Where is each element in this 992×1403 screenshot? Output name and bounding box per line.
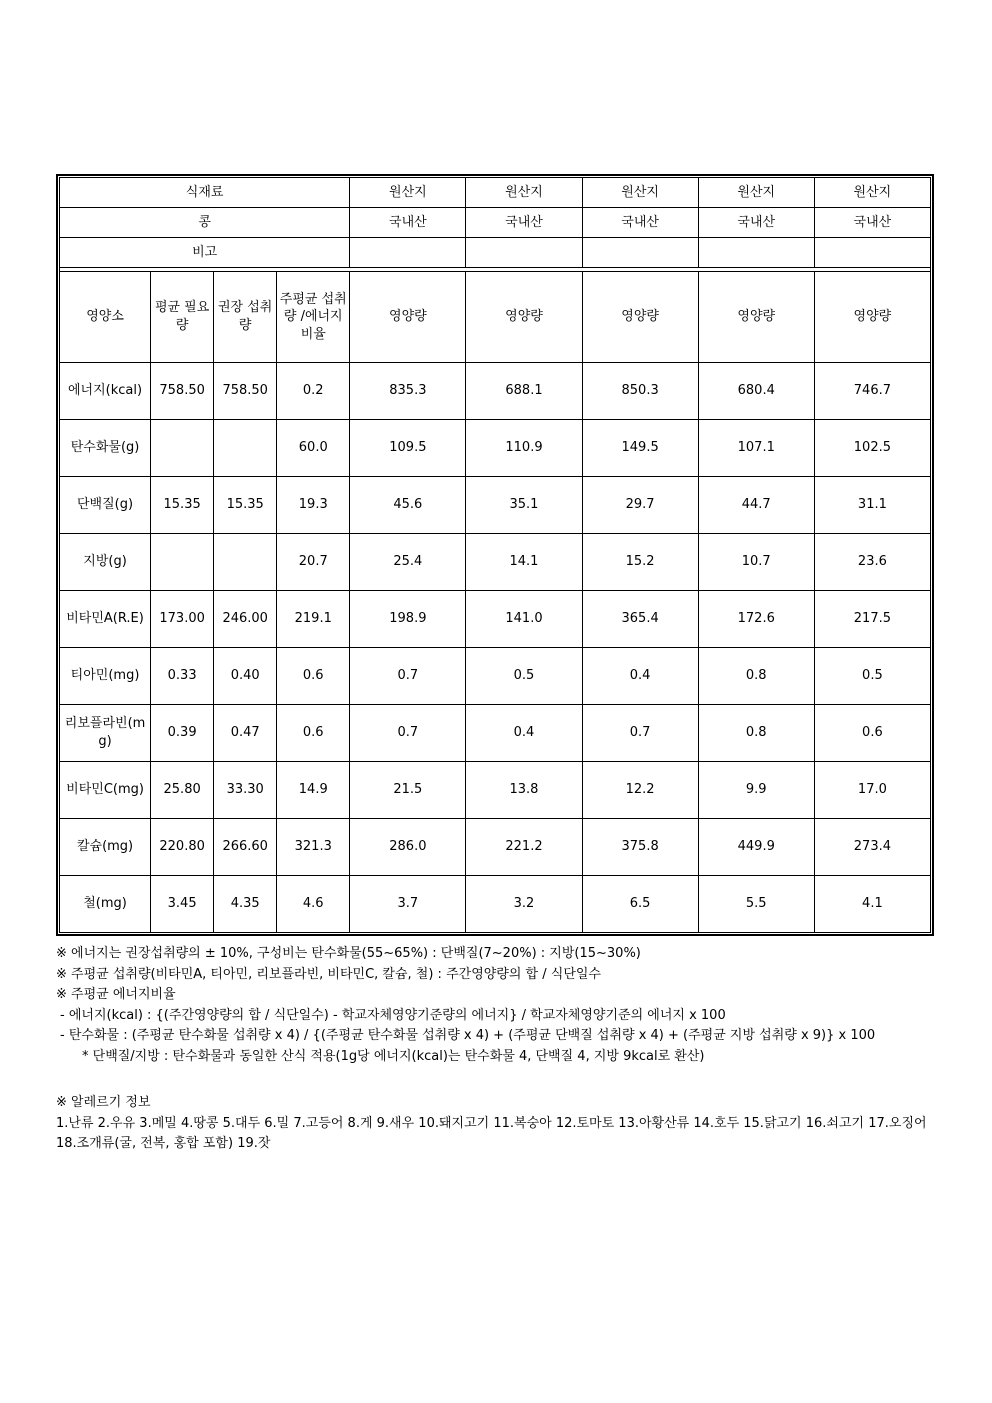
avg-required-value: 0.33 [151, 648, 214, 705]
amount-value-2: 14.1 [466, 534, 582, 591]
avg-required-value: 15.35 [151, 477, 214, 534]
notes-section [56, 944, 936, 1155]
table-row [60, 762, 931, 819]
amount-value-1: 109.5 [350, 420, 466, 477]
amount-value-5: 4.1 [814, 876, 930, 933]
amount-value-5: 0.6 [814, 705, 930, 762]
remarks-value-1 [350, 238, 466, 268]
origin-header-3: 원산지 [582, 178, 698, 208]
origin-value-3: 국내산 [582, 208, 698, 238]
avg-required-value: 220.80 [151, 819, 214, 876]
amount-header-2: 영양량 [466, 272, 582, 363]
amount-value-1: 198.9 [350, 591, 466, 648]
amount-value-1: 0.7 [350, 705, 466, 762]
amount-value-4: 44.7 [698, 477, 814, 534]
table-row [60, 648, 931, 705]
recommended-value: 758.50 [214, 363, 277, 420]
table-row [60, 876, 931, 933]
origin-header-row [60, 178, 931, 208]
remarks-label: 비고 [60, 238, 350, 268]
table-row [60, 363, 931, 420]
remarks-row [60, 238, 931, 268]
amount-value-5: 217.5 [814, 591, 930, 648]
recommended-value [214, 534, 277, 591]
avg-required-value: 758.50 [151, 363, 214, 420]
weekly-avg-value: 60.0 [277, 420, 350, 477]
recommended-value: 0.47 [214, 705, 277, 762]
amount-header-3: 영양량 [582, 272, 698, 363]
weekly-avg-value: 219.1 [277, 591, 350, 648]
note-energy-ratio: ※ 에너지는 권장섭취량의 ± 10%, 구성비는 탄수화물(55~65%) : 단백질(7~20%) : 지방(15~30%) [56, 946, 641, 961]
origin-value-2: 국내산 [466, 208, 582, 238]
table-row [60, 534, 931, 591]
weekly-avg-value: 14.9 [277, 762, 350, 819]
origin-header-2: 원산지 [466, 178, 582, 208]
avg-required-value [151, 534, 214, 591]
recommended-value: 15.35 [214, 477, 277, 534]
remarks-value-4 [698, 238, 814, 268]
amount-value-3: 0.7 [582, 705, 698, 762]
amount-value-2: 688.1 [466, 363, 582, 420]
nutrient-name: 비타민A(R.E) [60, 591, 151, 648]
nutrient-name: 티아민(mg) [60, 648, 151, 705]
amount-value-1: 21.5 [350, 762, 466, 819]
amount-value-3: 6.5 [582, 876, 698, 933]
origin-value-1: 국내산 [350, 208, 466, 238]
table-row [60, 819, 931, 876]
remarks-value-2 [466, 238, 582, 268]
weekly-avg-value: 0.6 [277, 648, 350, 705]
note-protein-fat: * 단백질/지방 : 탄수화물과 동일한 산식 적용(1g당 에너지(kcal)는 탄수화물 4, 단백질 4, 지방 9kcal로 환산) [82, 1048, 705, 1064]
avg-required-value: 3.45 [151, 876, 214, 933]
recommended-header: 권장 섭취량 [214, 272, 277, 363]
amount-value-3: 29.7 [582, 477, 698, 534]
amount-value-5: 102.5 [814, 420, 930, 477]
amount-value-3: 149.5 [582, 420, 698, 477]
weekly-avg-value: 4.6 [277, 876, 350, 933]
amount-value-4: 5.5 [698, 876, 814, 933]
amount-value-4: 449.9 [698, 819, 814, 876]
note-carb-formula: - 탄수화물 : (주평균 탄수화물 섭취량 x 4) / {(주평균 탄수화물 섭취량 x 4) + (주평균 단백질 섭취량 x 4) + (주평균 지방 섭취량 x 9)} x 100 [60, 1028, 876, 1043]
amount-value-2: 221.2 [466, 819, 582, 876]
nutrient-name: 에너지(kcal) [60, 363, 151, 420]
recommended-value: 266.60 [214, 819, 277, 876]
nutrition-body [60, 363, 931, 933]
amount-value-3: 15.2 [582, 534, 698, 591]
amount-value-1: 25.4 [350, 534, 466, 591]
amount-value-1: 3.7 [350, 876, 466, 933]
amount-value-2: 0.5 [466, 648, 582, 705]
allergy-list: 1.난류 2.우유 3.메밀 4.땅콩 5.대두 6.밀 7.고등어 8.게 9.새우 10.돼지고기 11.복숭아 12.토마토 13.아황산류 14.호두 15.닭고기 16.쇠고기 17.오징어 18.조개류(굴, 전복, 홍합 포함) 19.잣 [56, 1115, 927, 1151]
nutrition-header-row [60, 272, 931, 363]
amount-value-5: 0.5 [814, 648, 930, 705]
amount-value-4: 9.9 [698, 762, 814, 819]
weekly-avg-value: 0.6 [277, 705, 350, 762]
origin-header-5: 원산지 [814, 178, 930, 208]
weekly-avg-header: 주평균 섭취량 /에너지 비율 [277, 272, 350, 363]
bean-origin-row [60, 208, 931, 238]
amount-value-2: 0.4 [466, 705, 582, 762]
amount-value-2: 141.0 [466, 591, 582, 648]
ingredient-label: 식재료 [60, 178, 350, 208]
recommended-value: 0.40 [214, 648, 277, 705]
amount-value-4: 10.7 [698, 534, 814, 591]
amount-value-2: 3.2 [466, 876, 582, 933]
note-weekly-intake: ※ 주평균 섭취량(비타민A, 티아민, 리보플라빈, 비타민C, 칼슘, 철) : 주간영양량의 합 / 식단일수 [56, 966, 601, 982]
amount-header-4: 영양량 [698, 272, 814, 363]
amount-value-2: 110.9 [466, 420, 582, 477]
amount-value-5: 31.1 [814, 477, 930, 534]
amount-value-5: 273.4 [814, 819, 930, 876]
weekly-avg-value: 321.3 [277, 819, 350, 876]
amount-header-1: 영양량 [350, 272, 466, 363]
recommended-value [214, 420, 277, 477]
nutrition-table [59, 271, 931, 933]
avg-required-value: 0.39 [151, 705, 214, 762]
table-row [60, 705, 931, 762]
table-row [60, 477, 931, 534]
amount-value-5: 746.7 [814, 363, 930, 420]
amount-value-3: 0.4 [582, 648, 698, 705]
amount-value-1: 835.3 [350, 363, 466, 420]
ingredient-origin-table [59, 177, 931, 268]
amount-value-3: 365.4 [582, 591, 698, 648]
nutrient-name: 비타민C(mg) [60, 762, 151, 819]
avg-required-header: 평균 필요량 [151, 272, 214, 363]
amount-value-4: 172.6 [698, 591, 814, 648]
amount-value-2: 35.1 [466, 477, 582, 534]
nutrient-name: 리보플라빈(mg) [60, 705, 151, 762]
origin-value-5: 국내산 [814, 208, 930, 238]
amount-value-4: 107.1 [698, 420, 814, 477]
amount-value-3: 375.8 [582, 819, 698, 876]
origin-value-4: 국내산 [698, 208, 814, 238]
amount-value-3: 12.2 [582, 762, 698, 819]
nutrient-name: 칼슘(mg) [60, 819, 151, 876]
origin-header-1: 원산지 [350, 178, 466, 208]
remarks-value-5 [814, 238, 930, 268]
note-energy-formula: - 에너지(kcal) : {(주간영양량의 합 / 식단일수) - 학교자체영양기준량의 에너지} / 학교자체영양기준의 에너지 x 100 [60, 1007, 726, 1023]
amount-value-1: 286.0 [350, 819, 466, 876]
origin-header-4: 원산지 [698, 178, 814, 208]
recommended-value: 33.30 [214, 762, 277, 819]
avg-required-value: 173.00 [151, 591, 214, 648]
amount-value-5: 17.0 [814, 762, 930, 819]
amount-value-3: 850.3 [582, 363, 698, 420]
amount-value-1: 0.7 [350, 648, 466, 705]
recommended-value: 246.00 [214, 591, 277, 648]
weekly-avg-value: 0.2 [277, 363, 350, 420]
avg-required-value: 25.80 [151, 762, 214, 819]
amount-header-5: 영양량 [814, 272, 930, 363]
amount-value-4: 0.8 [698, 648, 814, 705]
nutrient-header: 영양소 [60, 272, 151, 363]
amount-value-4: 680.4 [698, 363, 814, 420]
remarks-value-3 [582, 238, 698, 268]
nutrient-name: 지방(g) [60, 534, 151, 591]
amount-value-1: 45.6 [350, 477, 466, 534]
allergy-title: ※ 알레르기 정보 [56, 1095, 151, 1110]
table-row [60, 591, 931, 648]
nutrient-name: 탄수화물(g) [60, 420, 151, 477]
table-row [60, 420, 931, 477]
note-weekly-energy-title: ※ 주평균 에너지비율 [56, 987, 176, 1002]
amount-value-4: 0.8 [698, 705, 814, 762]
weekly-avg-value: 19.3 [277, 477, 350, 534]
nutrient-name: 철(mg) [60, 876, 151, 933]
weekly-avg-value: 20.7 [277, 534, 350, 591]
recommended-value: 4.35 [214, 876, 277, 933]
avg-required-value [151, 420, 214, 477]
amount-value-5: 23.6 [814, 534, 930, 591]
amount-value-2: 13.8 [466, 762, 582, 819]
menu-nutrition-frame [56, 174, 934, 936]
bean-label: 콩 [60, 208, 350, 238]
nutrient-name: 단백질(g) [60, 477, 151, 534]
